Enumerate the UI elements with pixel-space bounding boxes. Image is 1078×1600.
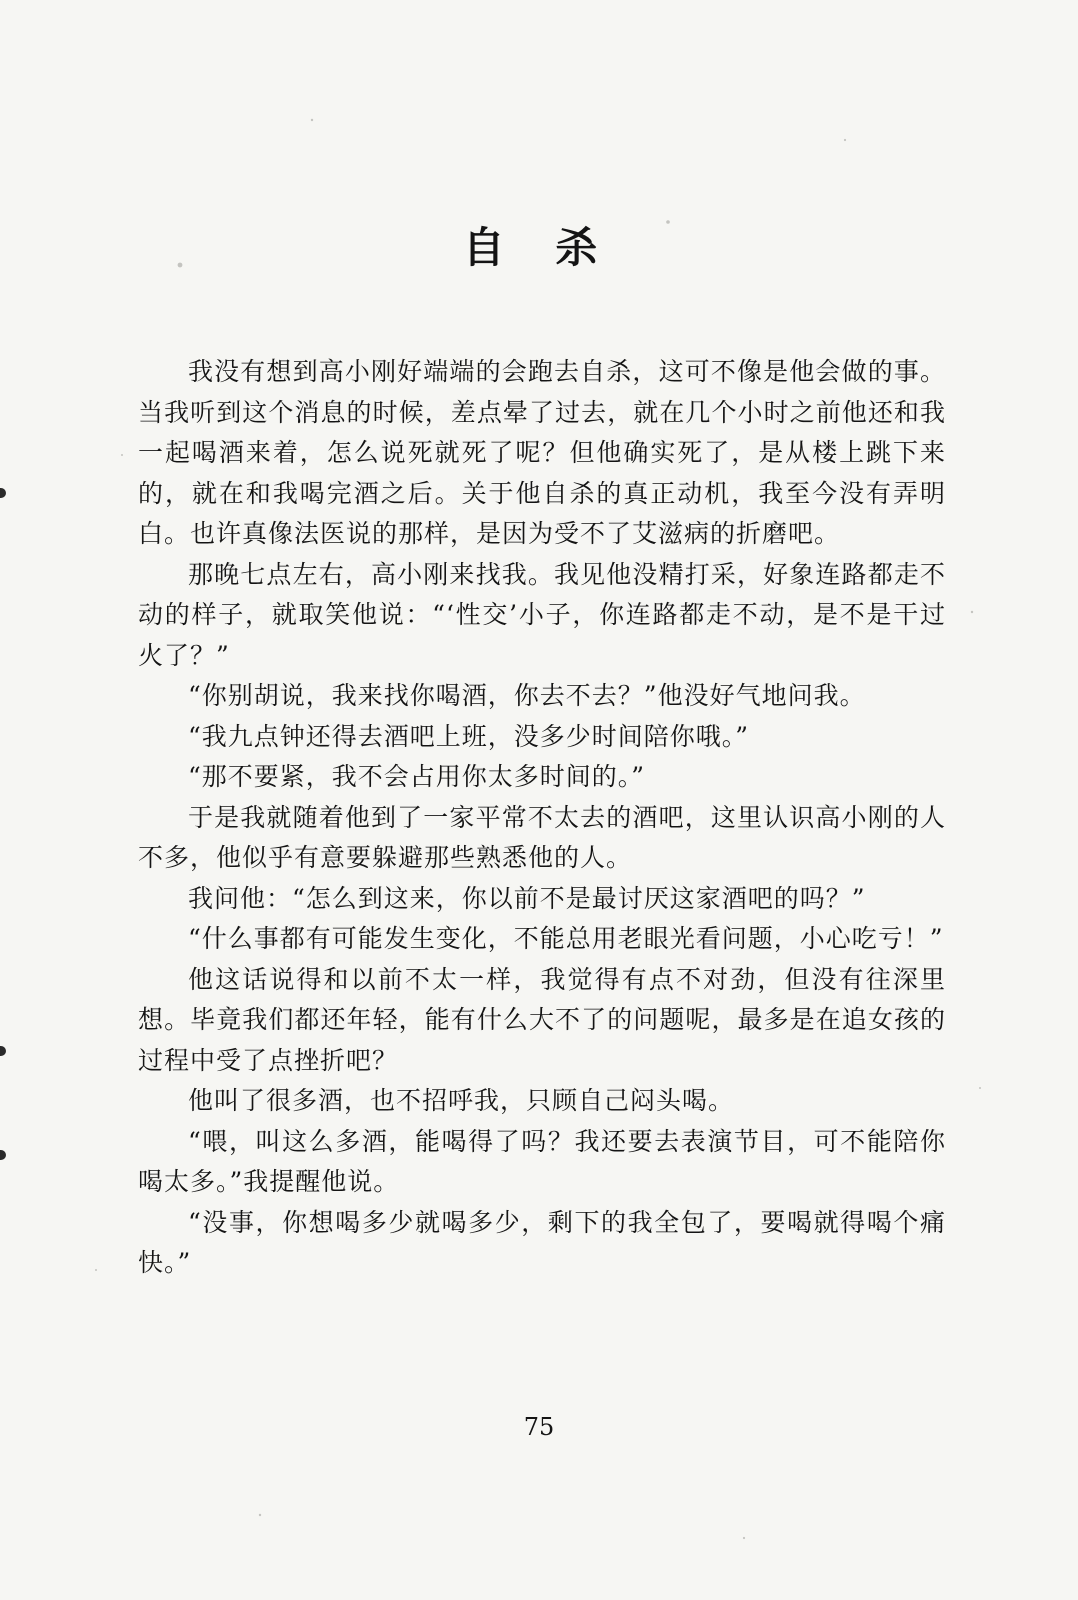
page-number: 75 (523, 1413, 555, 1441)
paragraph-11: “喂，叫这么多酒，能喝得了吗？我还要去表演节目，可不能陪你喝太多。”我提醒他说。 (138, 1126, 946, 1196)
paragraph-6: 于是我就随着他到了一家平常不太去的酒吧，这里认识高小刚的人不多，他似乎有意要躲避那些熟悉他的人。 (138, 802, 946, 872)
page-title: 自 杀 (462, 223, 616, 273)
paragraph-3: “你别胡说，我来找你喝酒，你去不去？”他没好气地问我。 (188, 681, 866, 710)
story-body (138, 352, 946, 1284)
scan-edge-mark-top (0, 488, 6, 498)
paragraph-7: 我问他：“怎么到这来，你以前不是最讨厌这家酒吧的吗？” (188, 883, 866, 913)
paragraph-4: “我九点钟还得去酒吧上班，没多少时间陪你哦。” (188, 721, 750, 751)
scan-edge-mark-bottom (0, 1150, 6, 1160)
paragraph-1: 我没有想到高小刚好端端的会跑去自杀，这可不像是他会做的事。当我听到这个消息的时候，差点晕了过去，就在几个小时之前他还和我一起喝酒来着，怎么说死就死了呢？但他确实死了，是从楼上跳下来的，就在和我喝完酒之后。关于他自杀的真正动机，我至今没有弄明白。也许真像法医说的那样，是因为受不了艾滋病的折磨吧。 (138, 357, 946, 548)
paragraph-5: “那不要紧，我不会占用你太多时间的。” (188, 762, 646, 791)
paragraph-2: 那晚七点左右，高小刚来找我。我见他没精打采，好象连路都走不动的样子，就取笑他说：“‘性交’小子，你连路都走不动，是不是干过火了？” (138, 559, 946, 670)
paragraph-9: 他这话说得和以前不太一样，我觉得有点不对劲，但没有往深里想。毕竟我们都还年轻，能有什么大不了的问题呢，最多是在追女孩的过程中受了点挫折吧？ (138, 964, 946, 1075)
paragraph-10: 他叫了很多酒，也不招呼我，只顾自己闷头喝。 (188, 1086, 735, 1115)
paragraph-8: “什么事都有可能发生变化，不能总用老眼光看问题，小心吃亏！” (188, 924, 944, 953)
scan-edge-mark-middle (0, 1046, 6, 1056)
paragraph-12: “没事，你想喝多少就喝多少，剩下的我全包了，要喝就得喝个痛快。” (138, 1207, 946, 1277)
